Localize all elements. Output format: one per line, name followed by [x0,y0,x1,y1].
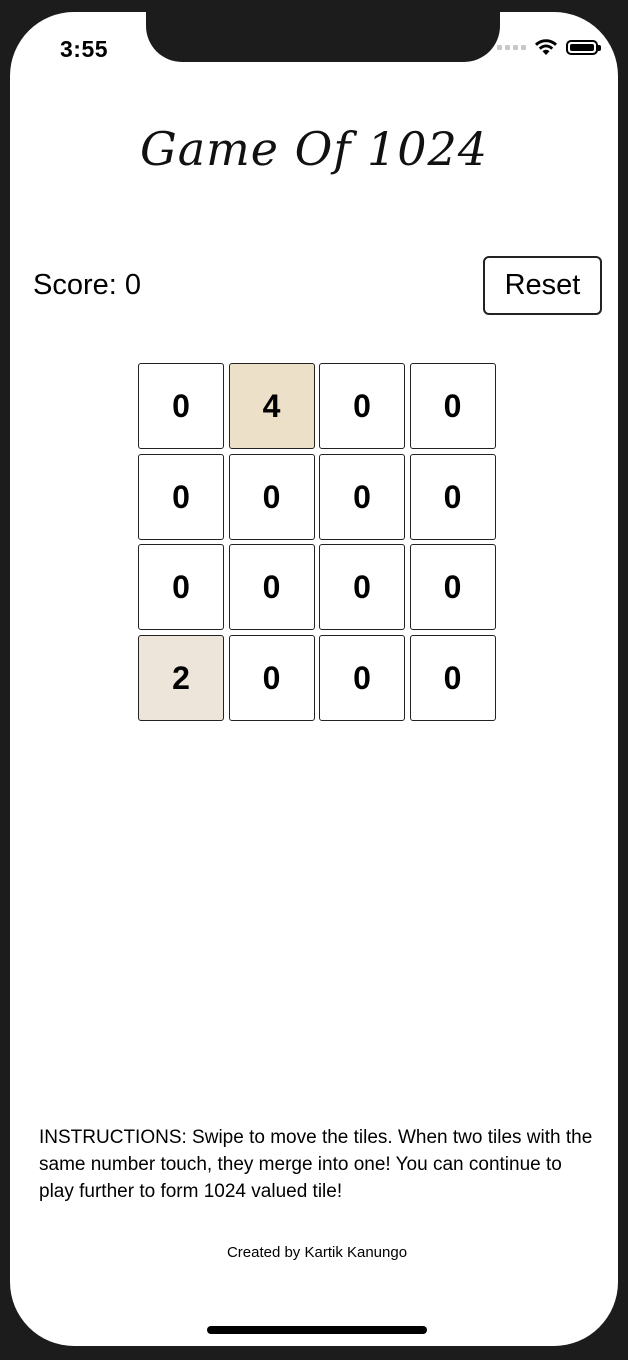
tile-r3-c4: 0 [410,544,496,630]
tile-r3-c2: 0 [229,544,315,630]
notch [146,12,500,62]
tile-r1-c1: 0 [138,363,224,449]
battery-icon [566,40,598,55]
tile-r2-c2: 0 [229,454,315,540]
tile-r4-c3: 0 [319,635,405,721]
tile-r2-c3: 0 [319,454,405,540]
credit-text: Created by Kartik Kanungo [226,1244,408,1261]
phone-screen [10,12,618,1346]
reset-button[interactable]: Reset [483,256,602,315]
wifi-icon [534,38,558,56]
tile-r1-c4: 0 [410,363,496,449]
tile-r4-c4: 0 [410,635,496,721]
tile-r2-c4: 0 [410,454,496,540]
tile-r3-c3: 0 [319,544,405,630]
tile-r2-c1: 0 [138,454,224,540]
cellular-signal-icon [497,45,526,50]
tile-r1-c3: 0 [319,363,405,449]
tile-r3-c1: 0 [138,544,224,630]
home-indicator[interactable] [207,1326,427,1334]
instructions-text: INSTRUCTIONS: Swipe to move the tiles. When two tiles with the same number touch, they merge into one! You can continue to play further to form 1024 valued tile! [39,1127,593,1202]
score-label: Score: 0 [33,269,141,301]
status-icons [497,38,598,56]
status-time: 3:55 [60,36,109,62]
tile-r4-c2: 0 [229,635,315,721]
tile-r4-c1: 2 [138,635,224,721]
tile-r1-c2: 4 [229,363,315,449]
game-title: Game Of 1024 [139,122,489,176]
